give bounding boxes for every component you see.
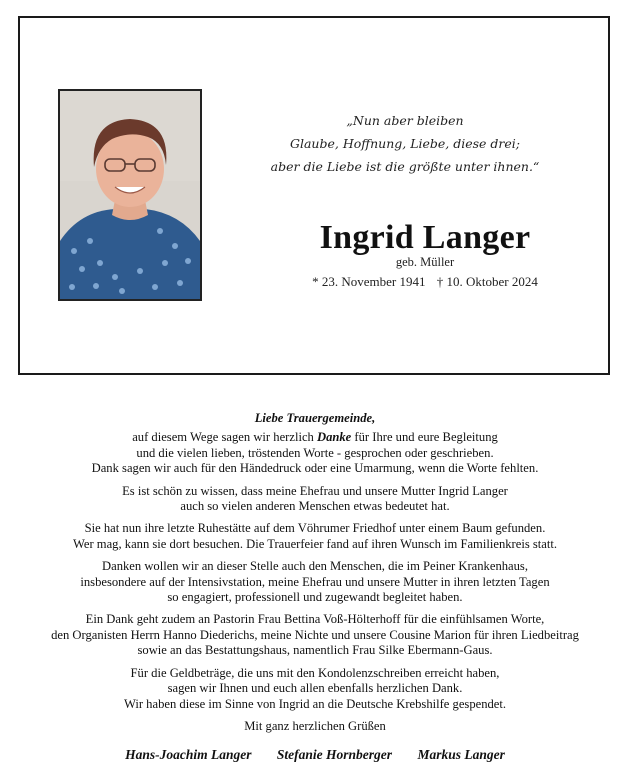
letter-line: den Organisten Herrn Hanno Diederichs, meine Nichte und unsere Cousine Marion für ihren Liedbeitrag [51,627,579,642]
letter-line: sagen wir Ihnen und euch allen ebenfalls herzlichen Dank. [167,681,463,696]
closing: Mit ganz herzlichen Grüßen [244,718,386,733]
letter-line: Ein Dank geht zudem an Pastorin Frau Bettina Voß-Hölterhoff für die einfühlsamen Worte, [85,612,545,627]
quote-line: aber die Liebe ist die größte unter ihnen.“ [270,159,540,174]
portrait-illustration [60,91,200,299]
death-date: † 10. Oktober 2024 [436,274,538,289]
letter-line [0,430,630,445]
quote-line: Glaube, Hoffnung, Liebe, diese drei; [289,136,521,151]
letter-paragraph [0,430,630,476]
letter-line: Wer mag, kann sie dort besuchen. Die Trauerfeier fand auf ihren Wunsch im Familienkreis statt. [72,536,558,551]
signature: Stefanie Hornberger [276,747,393,762]
thank-you-letter [0,411,630,741]
letter-line: sowie an das Bestattungshaus, namentlich Frau Silke Ebermann-Gaus. [137,643,493,658]
letter-line: und die vielen lieben, tröstenden Worte - gesprochen oder geschrieben. [136,445,494,460]
letter-line: Dank sagen wir auch für den Händedruck oder eine Umarmung, wenn die Worte fehlten. [91,461,539,476]
emphasis-danke: Danke [316,430,352,445]
letter-paragraph [0,484,630,515]
letter-text: für Ihre und eure Begleitung [351,430,498,445]
signature: Hans-Joachim Langer [125,747,252,762]
salutation: Liebe Trauergemeinde, [254,411,376,425]
signatures [0,747,630,763]
letter-line: insbesondere auf der Intensivstation, meine Ehefrau und unsere Mutter in ihren letzten Tagen [80,574,550,589]
letter-paragraph [0,666,630,712]
signature: Markus Langer [417,747,505,762]
letter-line: Es ist schön zu wissen, dass meine Ehefrau und unsere Mutter Ingrid Langer [122,483,508,498]
letter-text: auf diesem Wege sagen wir herzlich [132,430,317,445]
letter-line: Sie hat nun ihre letzte Ruhestätte auf dem Vöhrumer Friedhof unter einem Baum gefunden. [84,521,546,536]
letter-line: Wir haben diese im Sinne von Ingrid an die Deutsche Krebshilfe gespendet. [123,696,507,711]
letter-line: Danken wollen wir an dieser Stelle auch den Menschen, die im Peiner Krankenhaus, [102,559,528,574]
birth-date: * 23. November 1941 [312,274,426,289]
bible-quote [250,109,560,178]
letter-paragraph [0,559,630,605]
letter-paragraph [0,521,630,552]
quote-line: „Nun aber bleiben [346,113,464,128]
memorial-card-frame [18,16,610,375]
letter-line: auch so vielen anderen Menschen etwas bedeutet hat. [180,499,450,514]
portrait-photo [58,89,202,301]
letter-paragraph [0,612,630,658]
birth-name: geb. Müller [395,255,455,269]
letter-line: so engagiert, professionell und zugewandt begleitet haben. [167,590,463,605]
letter-line: Für die Geldbeträge, die uns mit den Kondolenzschreiben erreicht haben, [130,665,500,680]
deceased-name: Ingrid Langer [319,219,531,256]
life-dates [250,274,600,290]
